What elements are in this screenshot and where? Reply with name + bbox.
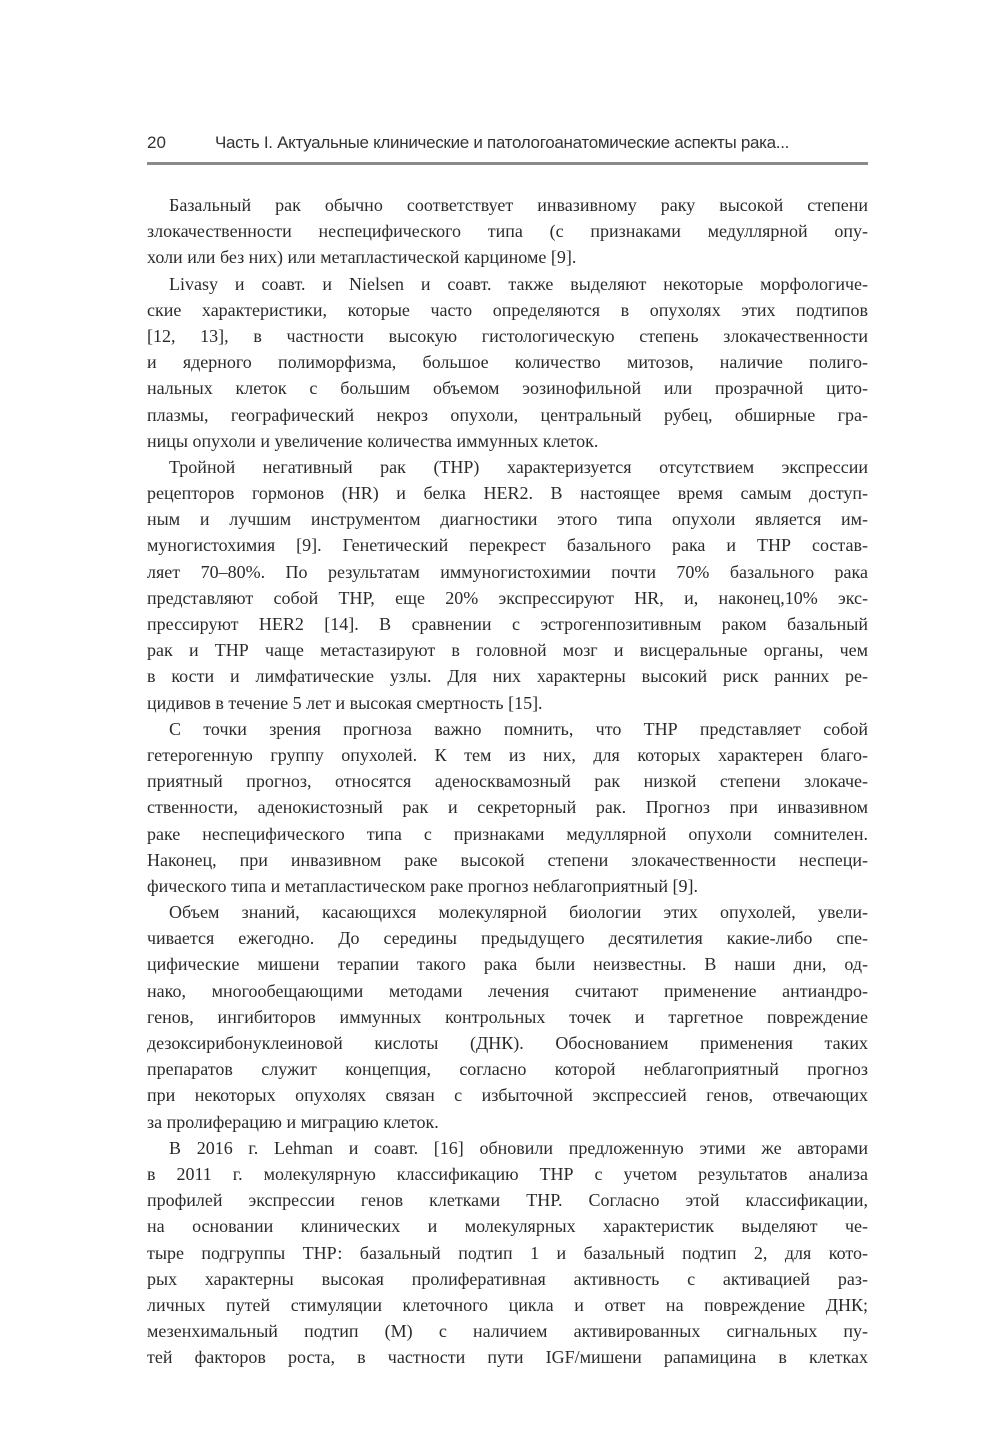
text-line: мезенхимальный подтип (М) с наличием активированных сигнальных пу- [147, 1321, 868, 1342]
text-line: ские характеристики, которые часто определяются в опухолях этих подтипов [147, 299, 868, 320]
text-line: чивается ежегодно. До середины предыдущего десятилетия какие-либо спе- [147, 928, 868, 949]
text-line: холи или без них) или метапластической карциноме [9]. [147, 247, 577, 268]
text-line: тей факторов роста, в частности пути IGF/мишени рапамицина в клетках [147, 1347, 868, 1368]
text-line: дезоксирибонуклеиновой кислоты (ДНК). Обоснованием применения таких [147, 1033, 868, 1053]
text-line: злокачественности неспецифического типа (с признаками медуллярной опу- [147, 221, 868, 242]
text-line: при некоторых опухолях связан с избыточной экспрессией генов, отвечающих [147, 1085, 868, 1106]
text-line: муногистохимия [9]. Генетический перекрест базального рака и ТНР состав- [147, 535, 868, 556]
text-line: генов, ингибиторов иммунных контрольных точек и таргетное повреждение [147, 1006, 868, 1027]
text-line: профилей экспрессии генов клетками ТНР. Согласно этой классификации, [147, 1190, 868, 1211]
text-line: и ядерного полиморфизма, большое количество митозов, наличие полиго- [147, 352, 868, 373]
text-line: рак и ТНР чаще метастазируют в головной мозг и висцеральные органы, чем [147, 640, 868, 661]
text-line: В 2016 г. Lehman и соавт. [16] обновили предложенную этими же авторами [169, 1137, 868, 1158]
text-line: рецепторов гормонов (HR) и белка HER2. В настоящее время самым доступ- [147, 483, 868, 504]
text-line: прессируют HER2 [14]. В сравнении с эстрогенпозитивным раком базальный [147, 614, 868, 634]
text-line: на основании клинических и молекулярных характеристик выделяют че- [147, 1216, 868, 1237]
text-line: нако, многообещающими методами лечения считают применение антиандро- [147, 980, 868, 1001]
running-title: Часть I. Актуальные клинические и патологоанатомические аспекты рака... [215, 133, 790, 152]
text-line: рых характерны высокая пролиферативная активность с активацией раз- [147, 1268, 868, 1289]
paragraph [147, 716, 868, 899]
text-line: [12, 13], в частности высокую гистологическую степень злокачественности [147, 325, 868, 346]
paragraph [147, 454, 868, 716]
text-line: цидивов в течение 5 лет и высокая смертность [15]. [147, 692, 543, 713]
text-line: в 2011 г. молекулярную классификацию ТНР с учетом результатов анализа [147, 1163, 868, 1184]
header-rule [147, 162, 868, 165]
text-line: ным и лучшим инструментом диагностики этого типа опухоли является им- [147, 509, 868, 530]
text-line: нальных клеток с большим объемом эозинофильной или прозрачной цито- [147, 378, 868, 399]
text-line: цифические мишени терапии такого рака были неизвестны. В наши дни, од- [147, 954, 868, 975]
text-line: препаратов служит концепция, согласно которой неблагоприятный прогноз [147, 1059, 868, 1080]
text-line: С точки зрения прогноза важно помнить, что ТНР представляет собой [169, 718, 868, 739]
text-line: раке неспецифического типа с признаками медуллярной опухоли сомнителен. [147, 823, 868, 844]
text-line: Объем знаний, касающихся молекулярной биологии этих опухолей, увели- [169, 902, 868, 923]
text-line: Тройной негативный рак (ТНР) характеризуется отсутствием экспрессии [169, 456, 868, 477]
text-line: гетерогенную группу опухолей. К тем из них, для которых характерен благо- [147, 744, 868, 765]
text-line: Наконец, при инвазивном раке высокой степени злокачественности неспеци- [147, 849, 868, 870]
text-line: приятный прогноз, относятся аденосквамозный рак низкой степени злокаче- [147, 771, 868, 792]
page-number: 20 [147, 133, 166, 152]
text-line: Базальный рак обычно соответствует инвазивному раку высокой степени [169, 195, 868, 215]
text-line: плазмы, географический некроз опухоли, центральный рубец, обширные гра- [147, 404, 868, 425]
text-line: Livasy и соавт. и Nielsen и соавт. также выделяют некоторые морфологиче- [169, 273, 868, 294]
text-line: личных путей стимуляции клеточного цикла и ответ на повреждение ДНК; [147, 1294, 868, 1315]
text-line: ственности, аденокистозный рак и секреторный рак. Прогноз при инвазивном [147, 797, 868, 818]
paragraph [147, 899, 868, 1135]
body-text [147, 192, 868, 1370]
paragraph [147, 271, 868, 454]
text-line: фического типа и метапластическом раке прогноз неблагоприятный [9]. [147, 875, 698, 896]
text-line: за пролиферацию и миграцию клеток. [147, 1111, 439, 1132]
paragraph [147, 192, 868, 271]
text-line: представляют собой ТНР, еще 20% экспрессируют HR, и, наконец,10% экс- [147, 587, 868, 608]
text-line: ницы опухоли и увеличение количества иммунных клеток. [147, 430, 599, 451]
text-line: ляет 70–80%. По результатам иммуногистохимии почти 70% базального рака [147, 561, 868, 582]
text-line: в кости и лимфатические узлы. Для них характерны высокий риск ранних ре- [147, 666, 868, 687]
paragraph [147, 1135, 868, 1371]
text-line: тыре подгруппы ТНР: базальный подтип 1 и базальный подтип 2, для кото- [147, 1242, 868, 1263]
